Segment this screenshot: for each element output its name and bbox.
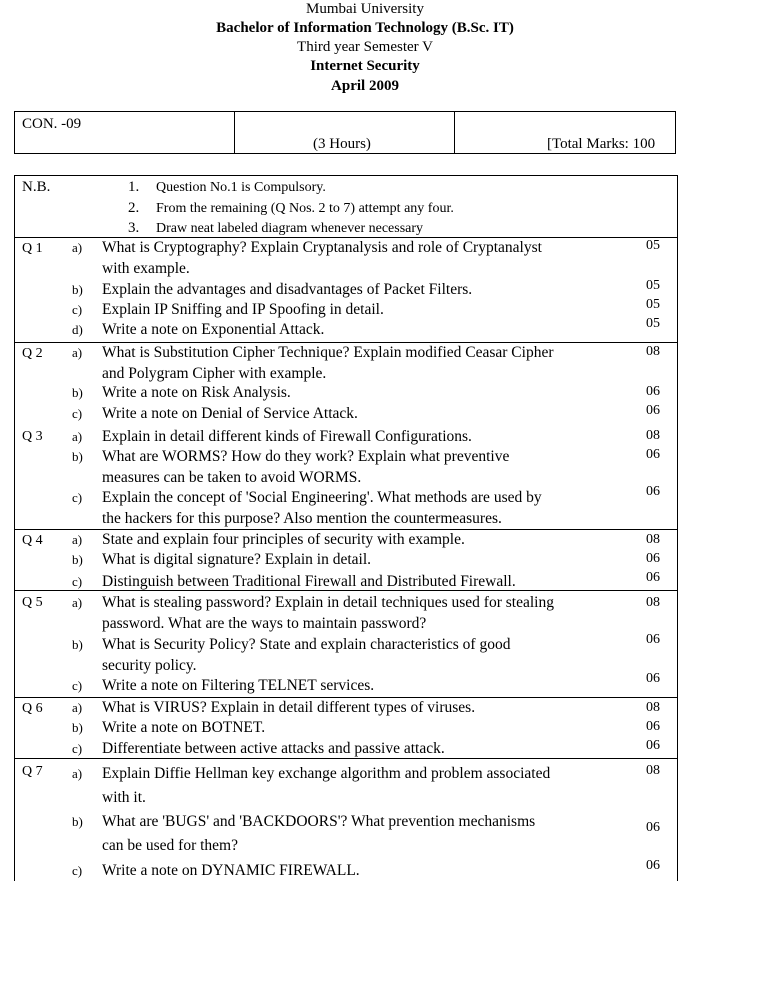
part-label: c) (72, 863, 83, 878)
question-text: can be used for them? (102, 837, 238, 854)
nb-item-number: 1. (128, 179, 140, 195)
marks-value: 05 (646, 297, 660, 312)
nb-item-number: 2. (128, 200, 140, 216)
question-number: Q 4 (22, 533, 43, 548)
exam-duration: (3 Hours) (313, 136, 371, 152)
marks-value: 06 (646, 738, 660, 753)
marks-value: 08 (646, 595, 660, 610)
question-text: Distinguish between Traditional Firewall and Distributed Firewall. (102, 573, 516, 590)
question-text: Explain Diffie Hellman key exchange algorithm and problem associated (102, 765, 551, 782)
nb-item-number: 3. (128, 220, 140, 236)
part-label: c) (72, 302, 83, 317)
marks-value: 08 (646, 700, 660, 715)
question-text: Write a note on DYNAMIC FIREWALL. (102, 862, 360, 879)
exam-date: April 2009 (331, 78, 399, 94)
part-label: a) (72, 240, 83, 255)
part-label: c) (72, 406, 83, 421)
part-label: b) (72, 449, 83, 464)
question-text: Explain the concept of 'Social Engineering'. What methods are used by (102, 489, 542, 506)
question-text: with it. (102, 789, 146, 806)
nb-item-text: Draw neat labeled diagram whenever necessary (156, 221, 424, 236)
course-title: Bachelor of Information Technology (B.Sc. IT) (216, 20, 514, 36)
marks-value: 06 (646, 820, 660, 835)
marks-value: 06 (646, 447, 660, 462)
question-text: What is digital signature? Explain in detail. (102, 551, 372, 568)
nb-item-text: From the remaining (Q Nos. 2 to 7) attempt any four. (156, 201, 454, 216)
part-label: a) (72, 595, 83, 610)
question-text: password. What are the ways to maintain password? (102, 615, 427, 632)
nb-label: N.B. (22, 179, 51, 195)
question-text: Write a note on Exponential Attack. (102, 321, 325, 338)
question-text: Differentiate between active attacks and passive attack. (102, 740, 445, 757)
part-label: c) (72, 741, 83, 756)
marks-value: 06 (646, 570, 660, 585)
table-top-border (14, 175, 677, 176)
question-text: State and explain four principles of security with example. (102, 531, 465, 548)
subject-title: Internet Security (310, 58, 420, 74)
table-right-border (677, 175, 678, 881)
question-text: What are 'BUGS' and 'BACKDOORS'? What prevention mechanisms (102, 813, 536, 830)
marks-value: 06 (646, 403, 660, 418)
question-text: security policy. (102, 657, 197, 674)
part-label: b) (72, 720, 83, 735)
question-number: Q 1 (22, 241, 43, 256)
part-label: d) (72, 322, 83, 337)
part-label: c) (72, 574, 83, 589)
info-divider (234, 111, 235, 154)
paper-code: CON. -09 (22, 116, 82, 132)
marks-value: 06 (646, 632, 660, 647)
question-text: What is VIRUS? Explain in detail different types of viruses. (102, 699, 476, 716)
part-label: c) (72, 678, 83, 693)
question-text: Explain in detail different kinds of Firewall Configurations. (102, 428, 472, 445)
part-label: b) (72, 282, 83, 297)
question-text: Write a note on Denial of Service Attack. (102, 405, 358, 422)
marks-value: 05 (646, 316, 660, 331)
nb-item-text: Question No.1 is Compulsory. (156, 180, 326, 195)
part-label: c) (72, 490, 83, 505)
part-label: b) (72, 637, 83, 652)
total-marks: [Total Marks: 100 (547, 136, 656, 152)
info-divider (454, 111, 455, 154)
marks-value: 08 (646, 763, 660, 778)
marks-value: 06 (646, 484, 660, 499)
question-number: Q 3 (22, 429, 43, 444)
part-label: a) (72, 429, 83, 444)
question-text: What is Cryptography? Explain Cryptanalysis and role of Cryptanalyst (102, 239, 542, 256)
marks-value: 06 (646, 719, 660, 734)
part-label: b) (72, 385, 83, 400)
marks-value: 06 (646, 551, 660, 566)
marks-value: 08 (646, 532, 660, 547)
part-label: b) (72, 814, 83, 829)
question-text: and Polygram Cipher with example. (102, 365, 327, 382)
question-text: What is Security Policy? State and explain characteristics of good (102, 636, 511, 653)
question-text: Write a note on BOTNET. (102, 719, 266, 736)
question-text: measures can be taken to avoid WORMS. (102, 469, 362, 486)
marks-value: 08 (646, 428, 660, 443)
marks-value: 06 (646, 671, 660, 686)
part-label: a) (72, 766, 83, 781)
question-text: What is stealing password? Explain in detail techniques used for stealing (102, 594, 554, 611)
marks-value: 08 (646, 344, 660, 359)
semester-label: Third year Semester V (297, 39, 433, 55)
question-text: Explain IP Sniffing and IP Spoofing in detail. (102, 301, 384, 318)
marks-value: 06 (646, 858, 660, 873)
marks-value: 06 (646, 384, 660, 399)
question-number: Q 5 (22, 595, 43, 610)
marks-value: 05 (646, 278, 660, 293)
part-label: b) (72, 552, 83, 567)
question-text: the hackers for this purpose? Also mention the countermeasures. (102, 510, 502, 527)
part-label: a) (72, 532, 83, 547)
university-name: Mumbai University (306, 1, 424, 17)
question-text: Write a note on Filtering TELNET services. (102, 677, 375, 694)
question-text: Write a note on Risk Analysis. (102, 384, 291, 401)
part-label: a) (72, 345, 83, 360)
question-text: What is Substitution Cipher Technique? Explain modified Ceasar Cipher (102, 344, 554, 361)
table-left-border (14, 175, 15, 881)
question-text: What are WORMS? How do they work? Explain what preventive (102, 448, 510, 465)
question-number: Q 7 (22, 764, 43, 779)
question-number: Q 6 (22, 701, 43, 716)
part-label: a) (72, 700, 83, 715)
question-number: Q 2 (22, 346, 43, 361)
question-text: Explain the advantages and disadvantages of Packet Filters. (102, 281, 473, 298)
question-text: with example. (102, 260, 190, 277)
marks-value: 05 (646, 238, 660, 253)
